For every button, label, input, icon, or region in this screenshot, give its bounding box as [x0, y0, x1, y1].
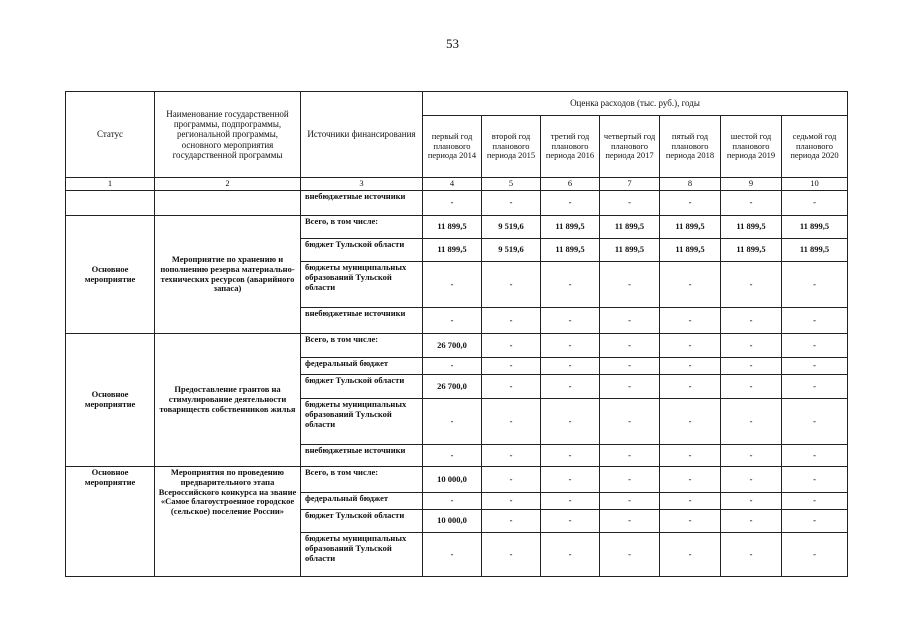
name-cell-empty: [155, 191, 301, 216]
value-cell: -: [482, 445, 541, 467]
value-cell: 11 899,5: [541, 239, 600, 262]
value-cell: -: [541, 358, 600, 375]
status-cell: Основное мероприятие: [66, 467, 155, 577]
value-cell: -: [721, 358, 782, 375]
value-cell: -: [541, 510, 600, 533]
source-cell: внебюджетные источники: [301, 308, 423, 334]
value-cell: -: [782, 334, 848, 358]
value-cell: -: [721, 467, 782, 493]
table-row: [66, 216, 848, 239]
value-cell: -: [423, 308, 482, 334]
status-cell-empty: [66, 191, 155, 216]
source-cell: внебюджетные источники: [301, 191, 423, 216]
header-row-1: [66, 92, 848, 116]
value-cell: -: [600, 510, 660, 533]
value-cell: -: [660, 445, 721, 467]
value-cell: -: [541, 191, 600, 216]
value-cell: -: [721, 445, 782, 467]
value-cell: -: [423, 445, 482, 467]
value-cell: -: [541, 467, 600, 493]
value-cell: -: [482, 191, 541, 216]
value-cell: -: [600, 467, 660, 493]
value-cell: 9 519,6: [482, 216, 541, 239]
col-number: 8: [660, 178, 721, 191]
col-number: 2: [155, 178, 301, 191]
col-number: 4: [423, 178, 482, 191]
table-row: [66, 191, 848, 216]
value-cell: -: [482, 533, 541, 577]
value-cell: -: [600, 262, 660, 308]
value-cell: 9 519,6: [482, 239, 541, 262]
value-cell: -: [423, 533, 482, 577]
value-cell: -: [423, 358, 482, 375]
header-year-2018: пятый год планового периода 2018: [660, 116, 721, 178]
value-cell: 11 899,5: [782, 216, 848, 239]
source-cell: бюджеты муниципальных образований Тульской области: [301, 262, 423, 308]
col-number: 7: [600, 178, 660, 191]
value-cell: -: [541, 399, 600, 445]
value-cell: -: [600, 308, 660, 334]
value-cell: -: [541, 308, 600, 334]
value-cell: -: [600, 191, 660, 216]
col-number: 9: [721, 178, 782, 191]
value-cell: -: [782, 358, 848, 375]
value-cell: -: [482, 262, 541, 308]
value-cell: -: [660, 334, 721, 358]
value-cell: -: [600, 533, 660, 577]
value-cell: 10 000,0: [423, 510, 482, 533]
value-cell: -: [482, 493, 541, 510]
name-cell: Предоставление грантов на стимулирование деятельности товариществ собственников жилья: [155, 334, 301, 467]
value-cell: 11 899,5: [782, 239, 848, 262]
value-cell: -: [482, 375, 541, 399]
name-cell: Мероприятие по хранению и пополнению резерва материально-технических ресурсов (аварийного запаса): [155, 216, 301, 334]
value-cell: -: [721, 510, 782, 533]
value-cell: 11 899,5: [721, 216, 782, 239]
status-cell: Основное мероприятие: [66, 334, 155, 467]
col-number: 6: [541, 178, 600, 191]
value-cell: -: [721, 334, 782, 358]
value-cell: -: [482, 358, 541, 375]
value-cell: 10 000,0: [423, 467, 482, 493]
value-cell: -: [423, 262, 482, 308]
col-number: 3: [301, 178, 423, 191]
value-cell: -: [660, 467, 721, 493]
value-cell: -: [660, 375, 721, 399]
source-cell: Всего, в том числе:: [301, 467, 423, 493]
source-cell: бюджет Тульской области: [301, 239, 423, 262]
col-number: 5: [482, 178, 541, 191]
value-cell: -: [600, 334, 660, 358]
name-cell: Мероприятия по проведению предварительного этапа Всероссийского конкурса на звание «Самое благоустроенное городское (сельское) поселение России»: [155, 467, 301, 577]
value-cell: -: [721, 375, 782, 399]
value-cell: -: [721, 399, 782, 445]
value-cell: -: [541, 375, 600, 399]
value-cell: -: [782, 191, 848, 216]
value-cell: -: [721, 262, 782, 308]
value-cell: -: [660, 262, 721, 308]
source-cell: федеральный бюджет: [301, 358, 423, 375]
col-number: 10: [782, 178, 848, 191]
value-cell: -: [660, 191, 721, 216]
value-cell: -: [782, 445, 848, 467]
header-estimate: Оценка расходов (тыс. руб.), годы: [423, 92, 848, 116]
value-cell: -: [541, 445, 600, 467]
value-cell: -: [423, 191, 482, 216]
source-cell: бюджеты муниципальных образований Тульской области: [301, 533, 423, 577]
value-cell: -: [600, 358, 660, 375]
table-row: [66, 334, 848, 358]
value-cell: 11 899,5: [721, 239, 782, 262]
header-year-2014: первый год планового периода 2014: [423, 116, 482, 178]
header-year-2017: четвертый год планового периода 2017: [600, 116, 660, 178]
source-cell: бюджет Тульской области: [301, 375, 423, 399]
header-name: Наименование государственной программы, подпрограммы, региональной программы, основного мероприятия государственной программы: [155, 92, 301, 178]
value-cell: -: [541, 533, 600, 577]
value-cell: -: [782, 510, 848, 533]
value-cell: 11 899,5: [600, 216, 660, 239]
value-cell: -: [721, 493, 782, 510]
value-cell: -: [660, 358, 721, 375]
value-cell: -: [482, 510, 541, 533]
value-cell: 11 899,5: [423, 216, 482, 239]
value-cell: -: [600, 445, 660, 467]
value-cell: 26 700,0: [423, 334, 482, 358]
column-number-row: [66, 178, 848, 191]
value-cell: -: [482, 467, 541, 493]
value-cell: -: [782, 467, 848, 493]
budget-table: [65, 91, 848, 577]
value-cell: -: [423, 399, 482, 445]
page-number: 53: [446, 36, 459, 51]
header-year-2015: второй год планового периода 2015: [482, 116, 541, 178]
source-cell: федеральный бюджет: [301, 493, 423, 510]
value-cell: -: [782, 399, 848, 445]
value-cell: 11 899,5: [541, 216, 600, 239]
header-year-2019: шестой год планового периода 2019: [721, 116, 782, 178]
source-cell: внебюджетные источники: [301, 445, 423, 467]
header-year-2016: третий год планового периода 2016: [541, 116, 600, 178]
col-number: 1: [66, 178, 155, 191]
table-row: [66, 467, 848, 493]
value-cell: -: [600, 399, 660, 445]
value-cell: -: [782, 262, 848, 308]
value-cell: -: [660, 510, 721, 533]
value-cell: -: [541, 262, 600, 308]
value-cell: -: [660, 308, 721, 334]
value-cell: -: [600, 375, 660, 399]
value-cell: -: [541, 493, 600, 510]
value-cell: 11 899,5: [423, 239, 482, 262]
source-cell: Всего, в том числе:: [301, 216, 423, 239]
value-cell: -: [782, 375, 848, 399]
value-cell: 26 700,0: [423, 375, 482, 399]
value-cell: -: [782, 308, 848, 334]
value-cell: 11 899,5: [660, 216, 721, 239]
value-cell: 11 899,5: [660, 239, 721, 262]
value-cell: -: [541, 334, 600, 358]
value-cell: -: [660, 399, 721, 445]
value-cell: -: [721, 191, 782, 216]
source-cell: бюджеты муниципальных образований Тульской области: [301, 399, 423, 445]
value-cell: -: [660, 493, 721, 510]
header-sources: Источники финансирования: [301, 92, 423, 178]
value-cell: -: [482, 399, 541, 445]
value-cell: -: [660, 533, 721, 577]
value-cell: -: [721, 533, 782, 577]
value-cell: -: [423, 493, 482, 510]
source-cell: Всего, в том числе:: [301, 334, 423, 358]
header-status: Статус: [66, 92, 155, 178]
value-cell: -: [482, 334, 541, 358]
status-cell: Основное мероприятие: [66, 216, 155, 334]
value-cell: -: [482, 308, 541, 334]
value-cell: -: [782, 493, 848, 510]
value-cell: 11 899,5: [600, 239, 660, 262]
value-cell: -: [721, 308, 782, 334]
value-cell: -: [600, 493, 660, 510]
source-cell: бюджет Тульской области: [301, 510, 423, 533]
value-cell: -: [782, 533, 848, 577]
header-year-2020: седьмой год планового периода 2020: [782, 116, 848, 178]
